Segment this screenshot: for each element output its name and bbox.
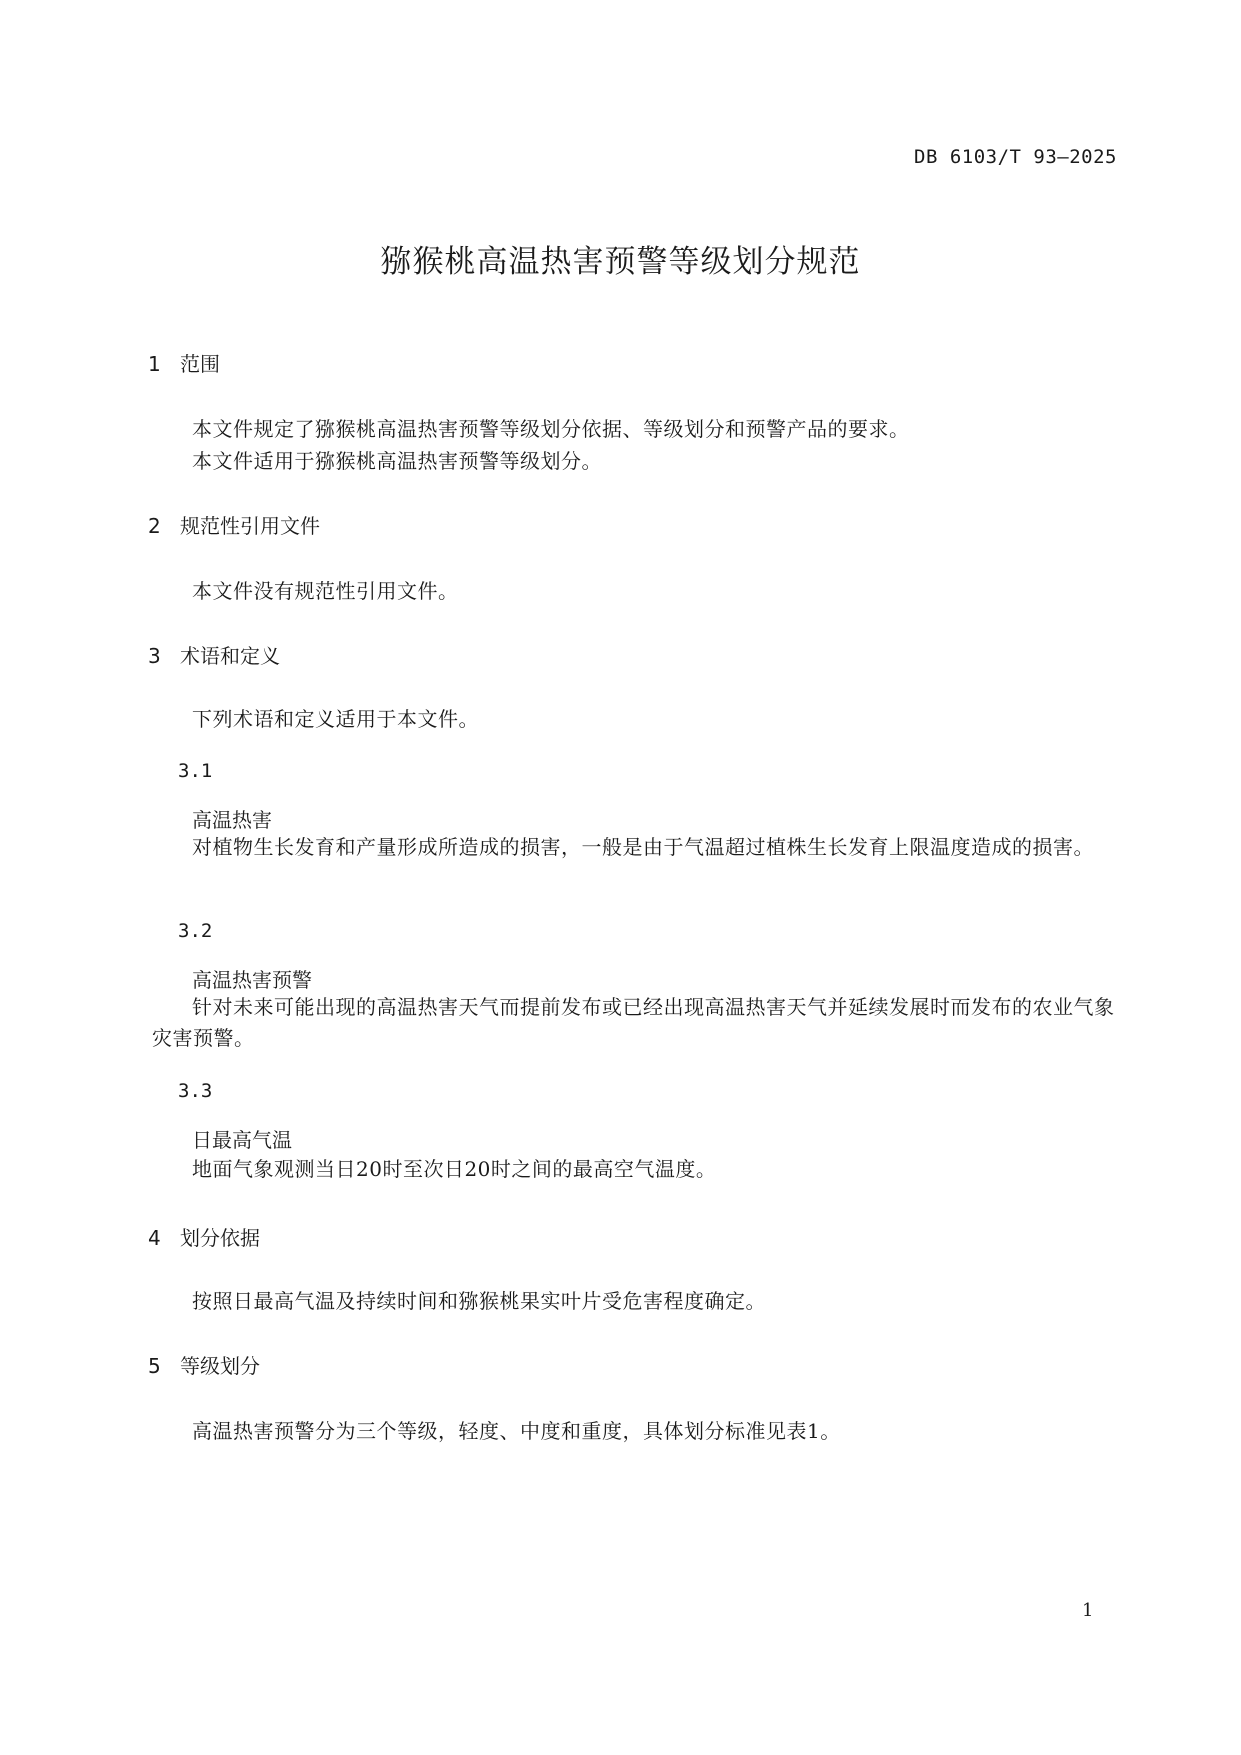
- section-number: 4: [148, 1226, 161, 1250]
- section-title: 范围: [180, 352, 220, 376]
- section-heading-3: [148, 640, 280, 669]
- paragraph: 下列术语和定义适用于本文件。: [192, 707, 479, 731]
- term-definition: 针对未来可能出现的高温热害天气而提前发布或已经出现高温热害天气并延续发展时而发布的农业气象灾害预警。: [152, 995, 1115, 1050]
- paragraph: 本文件没有规范性引用文件。: [192, 579, 459, 603]
- term-title: 日最高气温: [192, 1128, 292, 1152]
- term-number: 3.3: [178, 1080, 213, 1102]
- section-heading-1: [148, 348, 220, 377]
- paragraph: 本文件规定了猕猴桃高温热害预警等级划分依据、等级划分和预警产品的要求。: [192, 417, 910, 441]
- page-number: 1: [1082, 1600, 1094, 1621]
- paragraph: 本文件适用于猕猴桃高温热害预警等级划分。: [192, 449, 602, 473]
- term-number: 3.1: [178, 760, 213, 782]
- section-heading-5: [148, 1350, 260, 1379]
- term-definition: 地面气象观测当日20时至次日20时之间的最高空气温度。: [192, 1157, 717, 1181]
- document-code: DB 6103/T 93—2025: [914, 146, 1117, 168]
- section-title: 规范性引用文件: [180, 514, 320, 538]
- paragraph: 按照日最高气温及持续时间和猕猴桃果实叶片受危害程度确定。: [192, 1289, 766, 1313]
- section-heading-2: [148, 510, 320, 539]
- section-heading-4: [148, 1222, 260, 1251]
- section-number: 3: [148, 644, 161, 668]
- term-number: 3.2: [178, 920, 213, 942]
- section-title: 划分依据: [180, 1226, 260, 1250]
- section-number: 5: [148, 1354, 161, 1378]
- paragraph: 高温热害预警分为三个等级，轻度、中度和重度，具体划分标准见表1。: [192, 1419, 841, 1443]
- term-definition: 对植物生长发育和产量形成所造成的损害，一般是由于气温超过植株生长发育上限温度造成的损害。: [192, 835, 1094, 859]
- page-title: 猕猴桃高温热害预警等级划分规范: [380, 244, 861, 280]
- section-title: 等级划分: [180, 1354, 260, 1378]
- section-title: 术语和定义: [180, 644, 280, 668]
- section-number: 2: [148, 514, 161, 538]
- section-number: 1: [148, 352, 161, 376]
- term-title: 高温热害: [192, 808, 272, 832]
- term-title: 高温热害预警: [192, 968, 312, 992]
